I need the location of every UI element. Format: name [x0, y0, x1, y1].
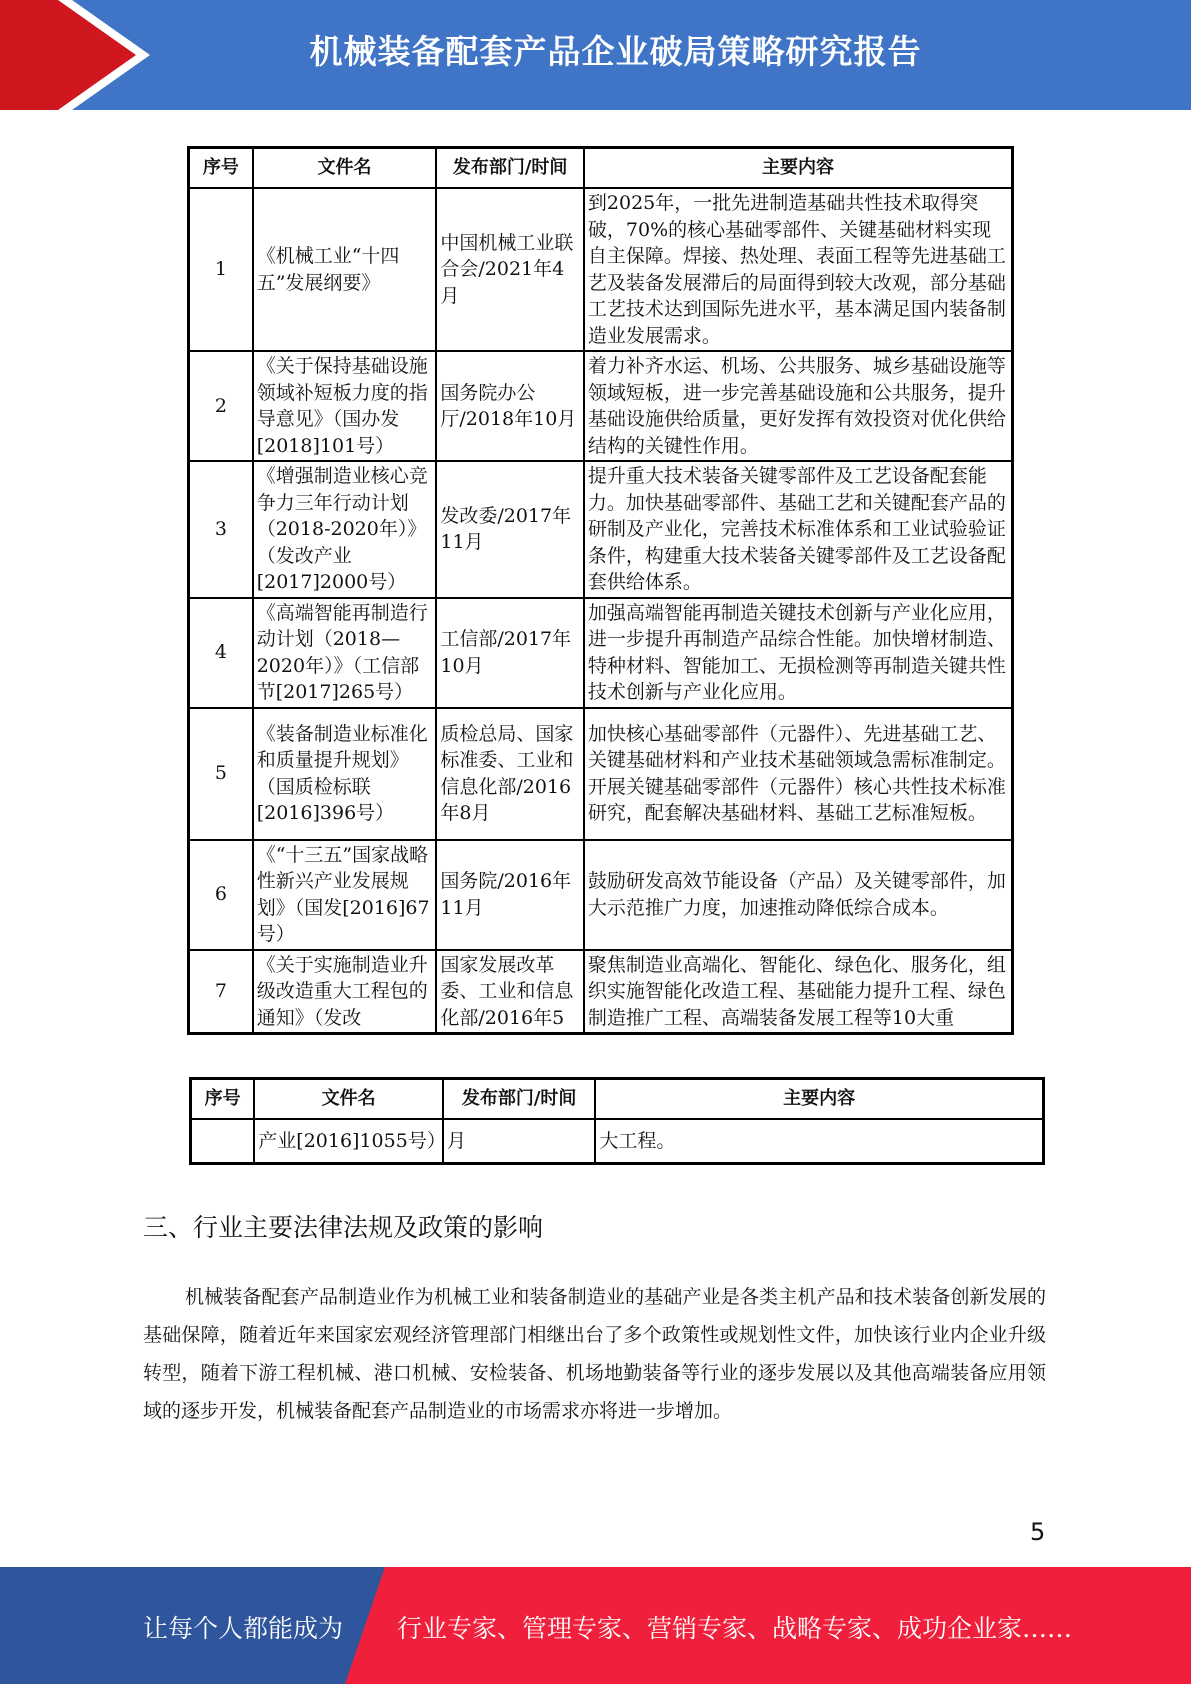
table-row	[189, 351, 1013, 461]
footer-slogan-left: 让每个人都能成为	[143, 1614, 344, 1643]
cell-dept: 国务院办公厅/2018年10月	[436, 351, 584, 461]
cell-num: 6	[189, 840, 253, 950]
cell-num: 4	[189, 598, 253, 708]
report-title: 机械装备配套产品企业破局策略研究报告	[309, 32, 922, 71]
cell-dept: 工信部/2017年10月	[436, 598, 584, 708]
table-row	[189, 840, 1013, 950]
cell-num: 3	[189, 461, 253, 598]
cell-dept: 发改委/2017年11月	[436, 461, 584, 598]
cell-content: 提升重大技术装备关键零部件及工艺设备配套能力。加快基础零部件、基础工艺和关键配套产品的研制及产业化，完善技术标准体系和工业试验验证条件，构建重大技术装备关键零部件及工艺设备配套供给体系。	[584, 461, 1013, 598]
policy-table-continued	[189, 1077, 1045, 1165]
cell-dept: 月	[443, 1119, 595, 1164]
cell-name: 《关于保持基础设施领域补短板力度的指导意见》（国办发[2018]101号）	[253, 351, 437, 461]
cell-dept: 国家发展改革委、工业和信息化部/2016年5	[436, 950, 584, 1034]
table-row	[189, 188, 1013, 351]
cell-name: 《装备制造业标准化和质量提升规划》（国质检标联[2016]396号）	[253, 708, 437, 840]
cell-num: 5	[189, 708, 253, 840]
cell-content: 聚焦制造业高端化、智能化、绿色化、服务化，组织实施智能化改造工程、基础能力提升工程、绿色制造推广工程、高端装备发展工程等10大重	[584, 950, 1013, 1034]
cell-content: 到2025年，一批先进制造基础共性技术取得突破，70%的核心基础零部件、关键基础材料实现自主保障。焊接、热处理、表面工程等先进基础工艺及装备发展滞后的局面得到较大改观，部分基础工艺技术达到国际先进水平，基本满足国内装备制造业发展需求。	[584, 188, 1013, 351]
table-header-row	[189, 148, 1013, 189]
page-header	[0, 0, 1191, 110]
body-paragraph: 机械装备配套产品制造业作为机械工业和装备制造业的基础产业是各类主机产品和技术装备创新发展的基础保障，随着近年来国家宏观经济管理部门相继出台了多个政策性或规划性文件，加快该行业内企业升级转型，随着下游工程机械、港口机械、安检装备、机场地勤装备等行业的逐步发展以及其他高端装备应用领域的逐步开发，机械装备配套产品制造业的市场需求亦将进一步增加。	[143, 1286, 1046, 1422]
page-number: 5	[1030, 1518, 1046, 1546]
table-row	[189, 950, 1013, 1034]
cell-name: 《高端智能再制造行动计划（2018—2020年）》（工信部节[2017]265号）	[253, 598, 437, 708]
header-name: 文件名	[253, 148, 437, 189]
header-name: 文件名	[254, 1079, 443, 1120]
header-num: 序号	[189, 148, 253, 189]
table-row	[189, 598, 1013, 708]
footer-slogan-right: 行业专家、管理专家、营销专家、战略专家、成功企业家……	[397, 1614, 1073, 1643]
header-content: 主要内容	[584, 148, 1013, 189]
cell-content: 加快核心基础零部件（元器件）、先进基础工艺、关键基础材料和产业技术基础领域急需标准制定。开展关键基础零部件（元器件）核心共性技术标准研究，配套解决基础材料、基础工艺标准短板。	[584, 708, 1013, 840]
header-num: 序号	[191, 1079, 255, 1120]
header-content: 主要内容	[595, 1079, 1043, 1120]
cell-dept: 质检总局、国家标准委、工业和信息化部/2016年8月	[436, 708, 584, 840]
cell-name: 《关于实施制造业升级改造重大工程包的通知》（发改	[253, 950, 437, 1034]
cell-num: 1	[189, 188, 253, 351]
table-row	[191, 1119, 1044, 1164]
cell-name: 《机械工业“十四五”发展纲要》	[253, 188, 437, 351]
cell-content: 鼓励研发高效节能设备（产品）及关键零部件，加大示范推广力度，加速推动降低综合成本。	[584, 840, 1013, 950]
table-header-row	[191, 1079, 1044, 1120]
cell-content: 加强高端智能再制造关键技术创新与产业化应用，进一步提升再制造产品综合性能。加快增材制造、特种材料、智能加工、无损检测等再制造关键共性技术创新与产业化应用。	[584, 598, 1013, 708]
cell-num: 7	[189, 950, 253, 1034]
cell-dept: 国务院/2016年11月	[436, 840, 584, 950]
cell-name: 《增强制造业核心竞争力三年行动计划（2018-2020年）》（发改产业[2017]2000号）	[253, 461, 437, 598]
cell-dept: 中国机械工业联合会/2021年4月	[436, 188, 584, 351]
policy-table	[187, 146, 1014, 1035]
cell-name: 产业[2016]1055号）	[254, 1119, 443, 1164]
header-dept: 发布部门/时间	[436, 148, 584, 189]
table-row	[189, 708, 1013, 840]
section-heading: 三、行业主要法律法规及政策的影响	[143, 1213, 544, 1242]
page-footer	[0, 1567, 1191, 1684]
cell-content: 着力补齐水运、机场、公共服务、城乡基础设施等领域短板，进一步完善基础设施和公共服务，提升基础设施供给质量，更好发挥有效投资对优化供给结构的关键性作用。	[584, 351, 1013, 461]
header-dept: 发布部门/时间	[443, 1079, 595, 1120]
cell-content: 大工程。	[595, 1119, 1043, 1164]
cell-name: 《“十三五”国家战略性新兴产业发展规划》（国发[2016]67号）	[253, 840, 437, 950]
cell-num: 2	[189, 351, 253, 461]
table-row	[189, 461, 1013, 598]
cell-num	[191, 1119, 255, 1164]
